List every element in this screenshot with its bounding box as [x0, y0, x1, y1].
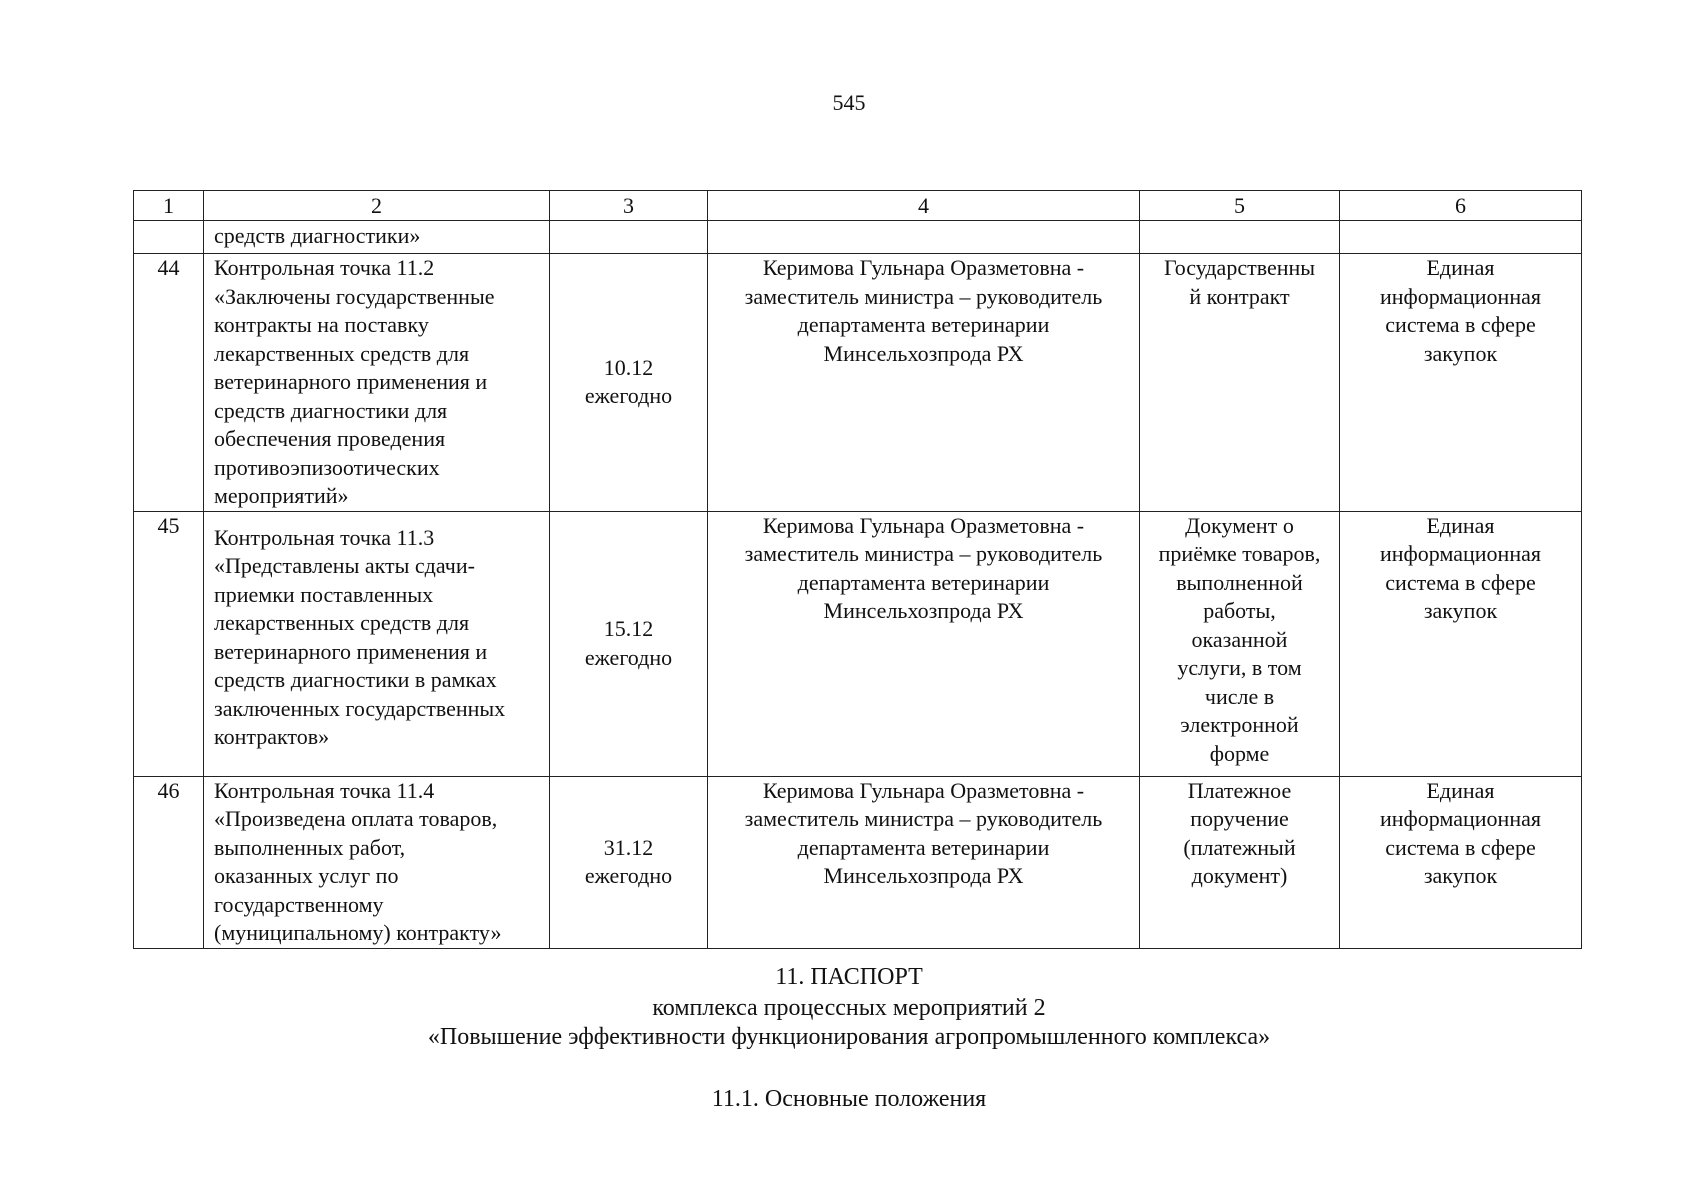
information-system-cell: Единая информационная система в сфере закупок [1340, 511, 1582, 776]
deadline-cell: 15.12 ежегодно [550, 511, 708, 776]
row-number-cell: 46 [134, 776, 204, 948]
row-number-cell: 45 [134, 511, 204, 776]
page-number: 545 [832, 90, 866, 115]
control-points-table [133, 190, 1582, 949]
document-type-cell [1140, 221, 1340, 254]
passport-complex-name: «Повышение эффективности функционирования агропромышленного комплекса» [427, 1024, 1271, 1050]
deadline-cell [550, 221, 708, 254]
column-number-1: 1 [134, 191, 204, 221]
table-row [134, 511, 1582, 776]
document-type-cell: Платежное поручение (платежный документ) [1140, 776, 1340, 948]
column-number-3: 3 [550, 191, 708, 221]
passport-title: 11. ПАСПОРТ [775, 964, 923, 990]
information-system-cell: Единая информационная система в сфере закупок [1340, 254, 1582, 512]
table-row [134, 776, 1582, 948]
passport-subtitle: комплекса процессных мероприятий 2 [652, 995, 1046, 1021]
table-row [134, 254, 1582, 512]
column-number-6: 6 [1340, 191, 1582, 221]
control-point-name-cell: средств диагностики» [204, 221, 550, 254]
row-number-cell: 44 [134, 254, 204, 512]
deadline-cell: 31.12 ежегодно [550, 776, 708, 948]
column-number-4: 4 [708, 191, 1140, 221]
responsible-person-cell: Керимова Гульнара Оразметовна - заместитель министра – руководитель департамента ветеринарии Минсельхозпрода РХ [708, 254, 1140, 512]
table-row-continuation [134, 221, 1582, 254]
table-header-row [134, 191, 1582, 221]
control-point-name-cell: Контрольная точка 11.4 «Произведена оплата товаров, выполненных работ, оказанных услуг по государственному (муниципальному) контракту» [204, 776, 550, 948]
document-type-cell: Государственны й контракт [1140, 254, 1340, 512]
section-heading: 11.1. Основные положения [711, 1086, 987, 1112]
column-number-2: 2 [204, 191, 550, 221]
row-number-cell [134, 221, 204, 254]
control-point-name-cell: Контрольная точка 11.3 «Представлены акты сдачи- приемки поставленных лекарственных средств для ветеринарного применения и средств диагностики в рамках заключенных государственных контрактов» [204, 511, 550, 776]
control-point-name-cell: Контрольная точка 11.2 «Заключены государственные контракты на поставку лекарственных средств для ветеринарного применения и средств диагностики для обеспечения проведения противоэпизоотических мероприятий» [204, 254, 550, 512]
responsible-person-cell: Керимова Гульнара Оразметовна - заместитель министра – руководитель департамента ветеринарии Минсельхозпрода РХ [708, 511, 1140, 776]
information-system-cell: Единая информационная система в сфере закупок [1340, 776, 1582, 948]
deadline-cell: 10.12 ежегодно [550, 254, 708, 512]
responsible-person-cell: Керимова Гульнара Оразметовна - заместитель министра – руководитель департамента ветеринарии Минсельхозпрода РХ [708, 776, 1140, 948]
column-number-5: 5 [1140, 191, 1340, 221]
document-type-cell: Документ о приёмке товаров, выполненной работы, оказанной услуги, в том числе в электронной форме [1140, 511, 1340, 776]
responsible-person-cell [708, 221, 1140, 254]
information-system-cell [1340, 221, 1582, 254]
